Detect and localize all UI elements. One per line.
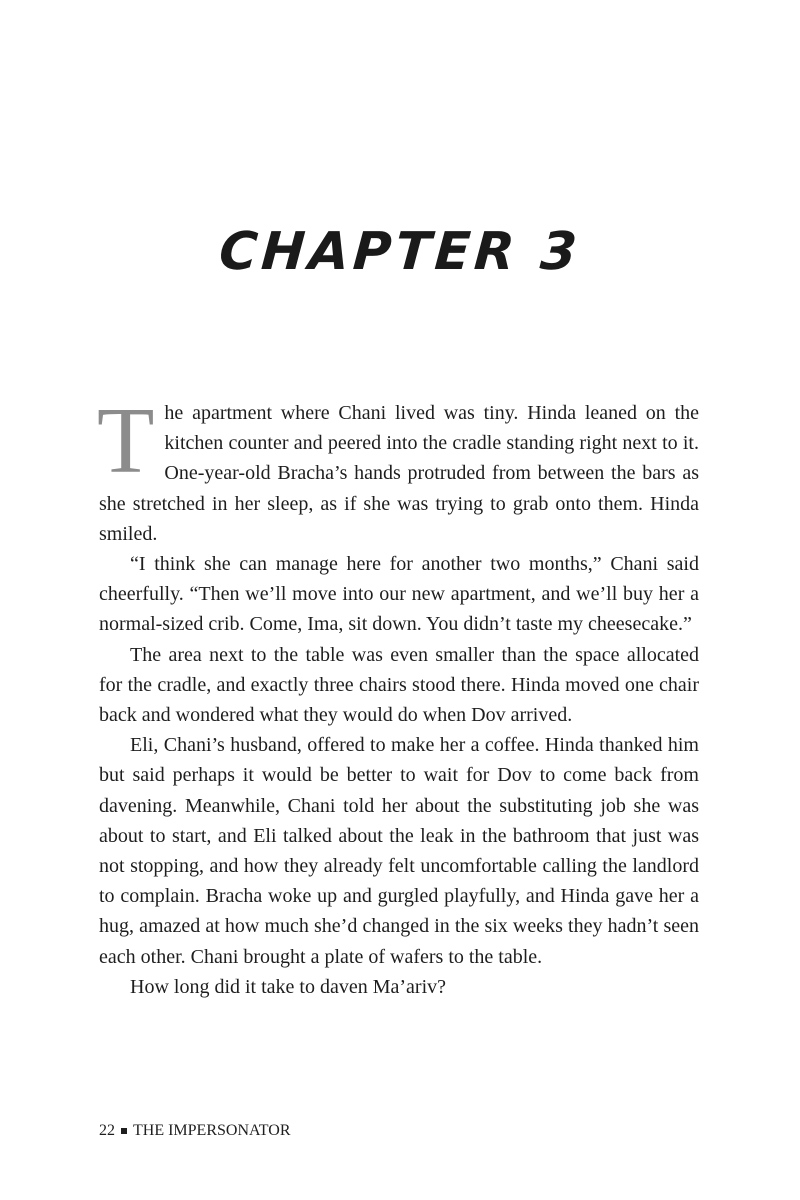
paragraph-5: How long did it take to daven Ma’ariv?	[130, 975, 447, 998]
body-text	[97, 389, 699, 1002]
paragraph-3: The area next to the table was even smaller than the space allocated for the cradle, and exactly three chairs stood there. Hinda moved one chair back and wondered what they would do when Dov arrived.	[99, 643, 699, 727]
page-footer	[99, 1122, 291, 1140]
drop-cap: T	[97, 389, 155, 493]
paragraph-1-text: he apartment where Chani lived was tiny. Hinda leaned on the kitchen counter and peered into the cradle standing right next to it. One-year-old Bracha’s hands protruded from between the bars as she stretched in her sleep, as if she was trying to grab onto them. Hinda smiled.	[99, 402, 699, 545]
chapter-title: CHAPTER 3	[217, 222, 583, 282]
running-title: THE IMPERSONATOR	[133, 1122, 291, 1139]
paragraph-2: “I think she can manage here for another two months,” Chani said cheerfully. “Then we’ll move into our new apartment, and we’ll buy her a normal-sized crib. Come, Ima, sit down. You didn’t taste my cheesecake.”	[99, 553, 699, 636]
paragraph-1	[97, 389, 699, 549]
square-bullet-icon	[121, 1128, 127, 1134]
page-number: 22	[99, 1122, 115, 1139]
paragraph-4: Eli, Chani’s husband, offered to make her a coffee. Hinda thanked him but said perhaps it would be better to wait for Dov to come back from davening. Meanwhile, Chani told her about the substituting job she was about to start, and Eli talked about the leak in the bathroom that just was not stopping, and how they already felt uncomfortable calling the landlord to complain. Bracha woke up and gurgled playfully, and Hinda gave her a hug, amazed at how much she’d changed in the six weeks they hadn’t seen each other. Chani brought a plate of wafers to the table.	[99, 734, 699, 968]
